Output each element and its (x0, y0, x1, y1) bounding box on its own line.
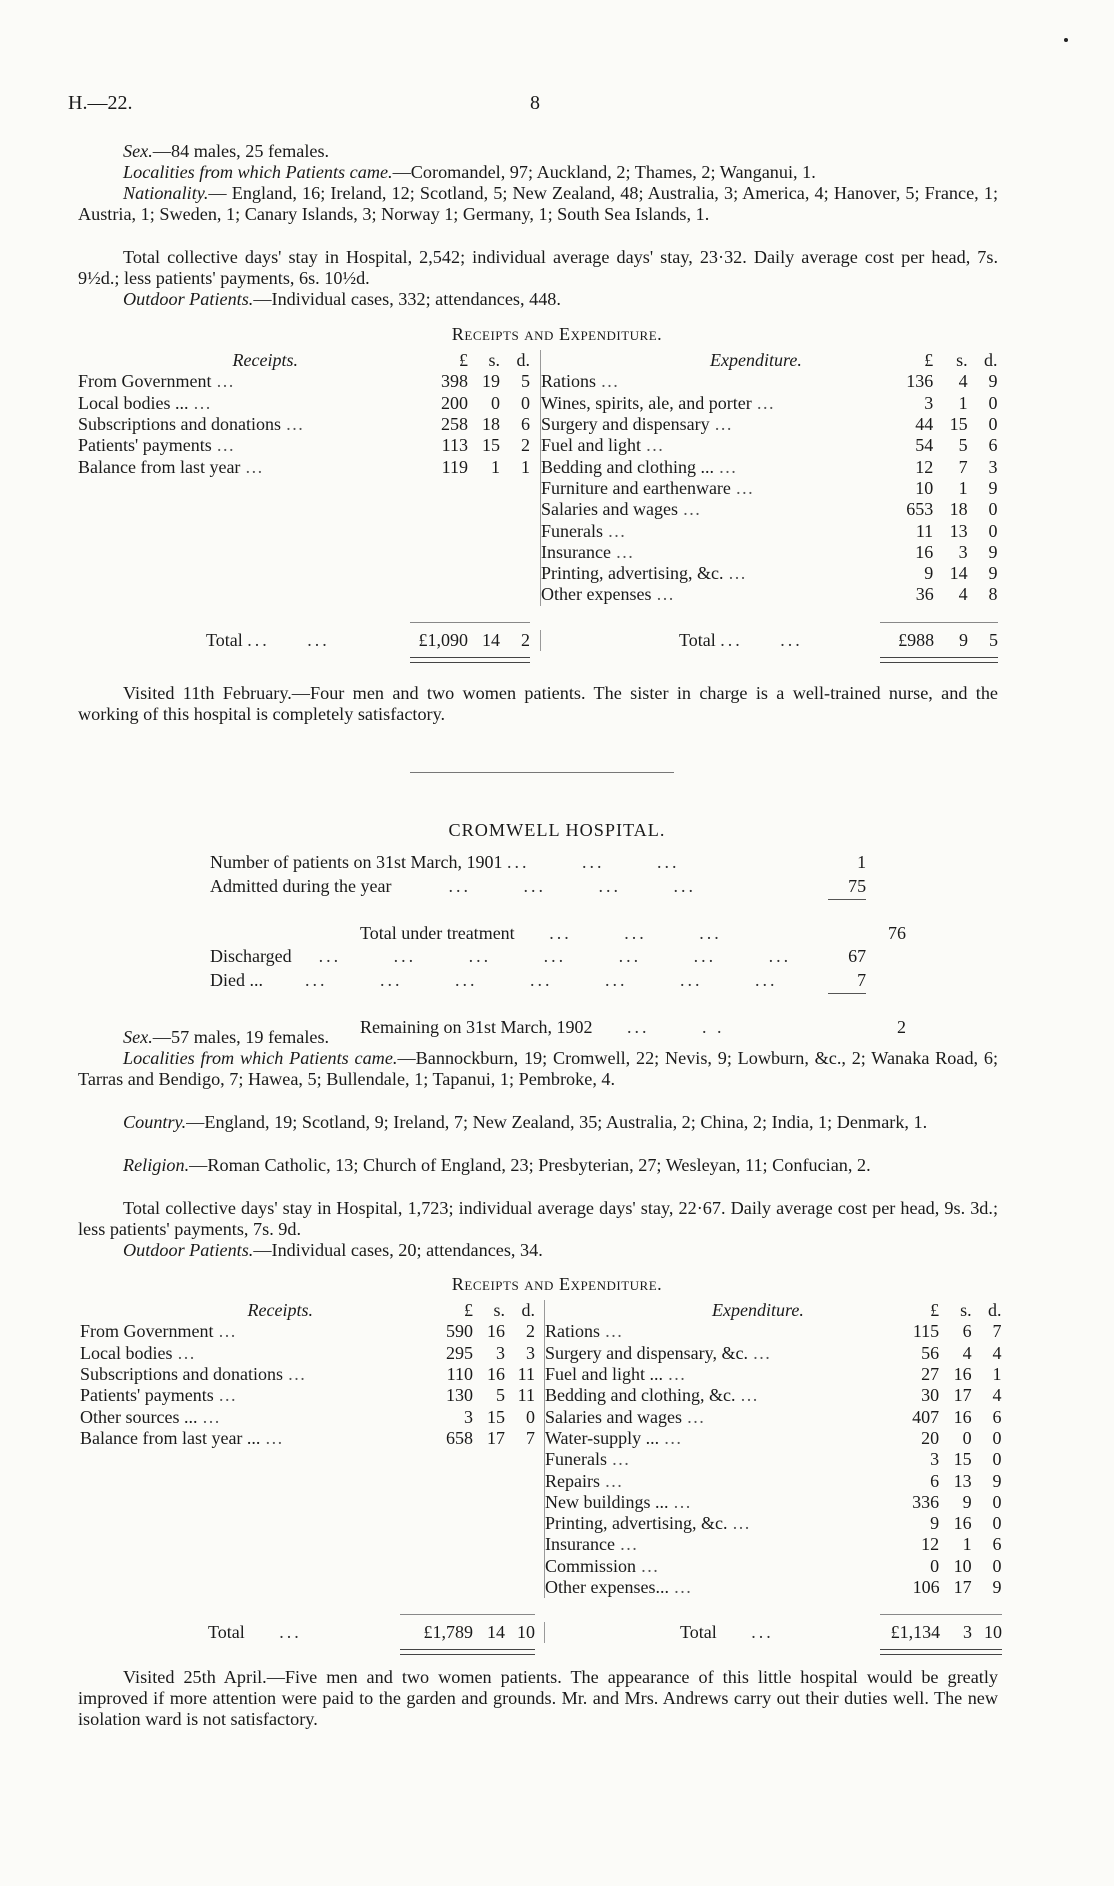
pounds-value: 3 (924, 392, 934, 413)
pounds-heading: £ (930, 1300, 940, 1321)
pence-value: 0 (992, 1491, 1002, 1512)
expenditure-total-rule (880, 622, 998, 623)
table-row (541, 456, 998, 477)
table-row (545, 1492, 1002, 1513)
pounds-value: 10 (915, 477, 934, 498)
cromwell-expenditure-total-rule (880, 1614, 1002, 1615)
table-row (80, 1364, 535, 1385)
line-item: New buildings ... … (545, 1491, 694, 1512)
line-item: Balance from last year … (78, 456, 266, 477)
shillings-heading: s. (488, 350, 500, 371)
pounds-value: 6 (930, 1470, 940, 1491)
line-item: Bedding and clothing, &c. … (545, 1385, 761, 1406)
cromwell-receipts-total-rule (400, 1614, 535, 1615)
pounds-value: 27 (921, 1364, 940, 1385)
pence-value: 0 (988, 499, 998, 520)
cromwell-outdoor-paragraph: Outdoor Patients.—Individual cases, 20; attendances, 34. (123, 1240, 543, 1260)
line-item: Local bodies … (80, 1342, 198, 1363)
pence-value: 7 (526, 1427, 535, 1448)
pence-value: 6 (988, 435, 998, 456)
speck-mark (1064, 38, 1068, 42)
pence-heading: d. (984, 350, 998, 371)
pounds-value: 658 (446, 1427, 473, 1448)
pounds-value: 113 (441, 435, 468, 456)
shillings-value: 0 (491, 392, 500, 413)
shillings-heading: s. (956, 350, 968, 371)
table-row (80, 1321, 535, 1342)
table-row (545, 1428, 1002, 1449)
receipts-table (78, 350, 530, 478)
shillings-value: 16 (487, 1364, 505, 1385)
shillings-value: 1 (958, 392, 968, 413)
table-row (545, 1343, 1002, 1364)
shillings-value: 18 (949, 499, 968, 520)
shillings-value: 16 (487, 1321, 505, 1342)
pence-value: 0 (988, 392, 998, 413)
table-row (545, 1385, 1002, 1406)
hospital-title: CROMWELL HOSPITAL. (448, 820, 666, 840)
pence-value: 8 (988, 584, 998, 605)
cromwell-country-paragraph: Country.—England, 19; Scotland, 9; Ireland, 7; New Zealand, 35; Australia, 2; China, 2; India, 1; Denmark, 1. (123, 1112, 928, 1132)
pence-value: 11 (517, 1364, 535, 1385)
table-row (78, 456, 530, 477)
shillings-value: 15 (487, 1406, 505, 1427)
pounds-value: 54 (915, 435, 934, 456)
shillings-value: 17 (953, 1385, 972, 1406)
expenditure-table (540, 350, 998, 606)
pounds-value: 295 (446, 1342, 473, 1363)
line-item: Balance from last year ... … (80, 1427, 286, 1448)
pence-value: 0 (992, 1449, 1002, 1470)
line-item: Wines, spirits, ale, and porter … (541, 392, 778, 413)
shillings-value: 3 (958, 541, 968, 562)
line-item: Printing, advertising, &c. … (541, 563, 749, 584)
stay-paragraph: Total collective days' stay in Hospital, 2,542; individual average days' stay, 23·32. Daily average cost per head, 7s. 9½d.; less patients' payments, 6s. 10½d. (78, 247, 998, 288)
column-heading: Receipts. (232, 350, 298, 371)
page-reference: H.—22. (68, 92, 133, 114)
cromwell-receipts-expenditure-title: Receipts and Expenditure. (451, 1274, 663, 1294)
pence-value: 9 (988, 541, 998, 562)
table-header-row (80, 1300, 535, 1321)
receipts-double-rule (410, 657, 530, 663)
table-row (541, 435, 998, 456)
shillings-value: 5 (496, 1385, 505, 1406)
line-item: Insurance … (541, 541, 637, 562)
shillings-value: 5 (958, 435, 968, 456)
pence-value: 3 (526, 1342, 535, 1363)
table-header-row (78, 350, 530, 371)
shillings-value: 14 (949, 563, 968, 584)
cromwell-stay-paragraph: Total collective days' stay in Hospital, 1,723; individual average days' stay, 22·67. Daily average cost per head, 9s. 3d.; less patients' payments, 7s. 9d. (78, 1198, 998, 1239)
shillings-value: 18 (482, 414, 500, 435)
line-item: Rations … (541, 371, 622, 392)
shillings-value: 17 (487, 1427, 505, 1448)
pence-value: 0 (988, 414, 998, 435)
pounds-value: 336 (912, 1491, 940, 1512)
shillings-value: 19 (482, 371, 500, 392)
pounds-value: 136 (906, 371, 934, 392)
table-row (541, 584, 998, 605)
pence-heading: d. (988, 1300, 1002, 1321)
pounds-value: 258 (441, 414, 468, 435)
pence-heading: d. (521, 1300, 535, 1321)
shillings-value: 13 (949, 520, 968, 541)
table-row (545, 1364, 1002, 1385)
line-item: Salaries and wages … (541, 499, 704, 520)
line-item: Surgery and dispensary … (541, 414, 736, 435)
line-item: Other expenses... … (545, 1577, 695, 1597)
section-divider (410, 772, 674, 773)
pence-value: 9 (992, 1470, 1002, 1491)
pounds-value: 30 (921, 1385, 940, 1406)
table-row (545, 1406, 1002, 1427)
shillings-heading: s. (493, 1300, 505, 1321)
pence-value: 6 (521, 414, 530, 435)
table-header-row (541, 350, 998, 371)
shillings-value: 10 (953, 1555, 972, 1576)
line-item: Surgery and dispensary, &c. … (545, 1342, 774, 1363)
shillings-value: 9 (962, 1491, 972, 1512)
shillings-value: 1 (491, 456, 500, 477)
localities-paragraph: Localities from which Patients came.—Coromandel, 97; Auckland, 2; Thames, 2; Wanganui, 1. (123, 162, 816, 182)
visit-paragraph: Visited 11th February.—Four men and two women patients. The sister in charge is a well-trained nurse, and the working of this hospital is completely satisfactory. (78, 683, 998, 724)
line-item: Bedding and clothing ... … (541, 456, 740, 477)
table-row (545, 1556, 1002, 1577)
pence-heading: d. (516, 350, 530, 371)
table-row (80, 1385, 535, 1406)
table-row (545, 1321, 1002, 1342)
shillings-value: 17 (953, 1577, 972, 1597)
column-heading: Expenditure. (712, 1300, 804, 1321)
column-heading: Expenditure. (710, 350, 802, 371)
pounds-value: 590 (446, 1321, 473, 1342)
shillings-value: 15 (482, 435, 500, 456)
table-row (545, 1534, 1002, 1555)
table-row (545, 1470, 1002, 1491)
shillings-value: 3 (496, 1342, 505, 1363)
pence-value: 6 (992, 1534, 1002, 1555)
outdoor-paragraph: Outdoor Patients.—Individual cases, 332; attendances, 448. (123, 289, 561, 309)
pence-value: 4 (992, 1385, 1002, 1406)
cromwell-receipts-total-row: Total ... £1,789 14 10 (208, 1622, 535, 1643)
pounds-value: 44 (915, 414, 934, 435)
line-item: Other sources ... … (80, 1406, 223, 1427)
line-item: Subscriptions and donations … (78, 414, 307, 435)
shillings-heading: s. (960, 1300, 972, 1321)
line-item: Fuel and light … (541, 435, 667, 456)
line-item: Patients' payments … (78, 435, 238, 456)
table-row (80, 1428, 535, 1449)
line-item: Subscriptions and donations … (80, 1364, 309, 1385)
pounds-value: 12 (921, 1534, 940, 1555)
cromwell-localities-paragraph: Localities from which Patients came.—Bannockburn, 19; Cromwell, 22; Nevis, 9; Lowburn, &c., 2; Wanaka Road, 6; Tarras and Bendigo, 7; Hawea, 5; Bullendale, 1; Tapanui, 1; Pembroke, 4. (78, 1048, 998, 1089)
cromwell-expenditure-total-row: Total ... £1,134 3 10 (544, 1622, 1002, 1643)
shillings-value: 16 (953, 1406, 972, 1427)
cromwell-receipts-double-rule (400, 1649, 535, 1655)
pence-value: 0 (992, 1427, 1002, 1448)
pounds-value: 56 (921, 1342, 940, 1363)
line-item: Fuel and light ... … (545, 1364, 689, 1385)
pence-value: 9 (988, 477, 998, 498)
pounds-value: 20 (921, 1427, 940, 1448)
line-item: Insurance … (545, 1534, 641, 1555)
table-row (541, 478, 998, 499)
sex-paragraph: Sex.—84 males, 25 females. (123, 141, 330, 161)
table-row (541, 563, 998, 584)
line-item: Funerals … (545, 1449, 633, 1470)
line-item: Printing, advertising, &c. … (545, 1513, 753, 1534)
pence-value: 0 (992, 1555, 1002, 1576)
receipts-total-row: Total ... ... £1,090 14 2 (206, 630, 530, 651)
pounds-value: 130 (446, 1385, 473, 1406)
shillings-value: 15 (949, 414, 968, 435)
pounds-value: 110 (446, 1364, 473, 1385)
pounds-value: 106 (912, 1577, 940, 1597)
pence-value: 0 (992, 1513, 1002, 1534)
table-row (78, 393, 530, 414)
pounds-value: 407 (912, 1406, 940, 1427)
table-row (80, 1343, 535, 1364)
line-item: Patients' payments … (80, 1385, 240, 1406)
table-row (541, 414, 998, 435)
line-item: From Government … (78, 371, 237, 392)
cromwell-expenditure-double-rule (880, 1649, 1002, 1655)
pounds-value: 119 (441, 456, 468, 477)
line-item: Salaries and wages … (545, 1406, 708, 1427)
pounds-heading: £ (459, 350, 468, 371)
line-item: Funerals … (541, 520, 629, 541)
pence-value: 1 (992, 1364, 1002, 1385)
expenditure-total-row: Total ... ... £988 9 5 (540, 630, 998, 651)
table-row (545, 1513, 1002, 1534)
pounds-value: 0 (930, 1555, 940, 1576)
table-header-row (545, 1300, 1002, 1321)
table-row (541, 393, 998, 414)
pounds-value: 11 (915, 520, 934, 541)
expenditure-double-rule (880, 657, 998, 663)
table-row (541, 520, 998, 541)
shillings-value: 1 (958, 477, 968, 498)
pence-value: 2 (521, 435, 530, 456)
pounds-value: 653 (906, 499, 934, 520)
pence-value: 1 (521, 456, 530, 477)
line-item: Furniture and earthenware … (541, 477, 757, 498)
pence-value: 9 (988, 371, 998, 392)
pounds-value: 398 (441, 371, 468, 392)
shillings-value: 7 (958, 456, 968, 477)
page-number: 8 (530, 92, 540, 114)
table-row (545, 1449, 1002, 1470)
cromwell-receipts-table (80, 1300, 535, 1449)
cromwell-visit-paragraph: Visited 25th April.—Five men and two women patients. The appearance of this little hospital would be greatly improved if more attention were paid to the garden and grounds. Mr. and Mrs. Andrews carry out their duties well. The new isolation ward is not satisfactory. (78, 1667, 998, 1729)
pence-value: 7 (992, 1321, 1002, 1342)
pounds-heading: £ (924, 350, 934, 371)
pounds-value: 3 (930, 1449, 940, 1470)
shillings-value: 16 (953, 1364, 972, 1385)
shillings-value: 4 (962, 1342, 972, 1363)
table-row (78, 371, 530, 392)
pence-value: 0 (521, 392, 530, 413)
line-item: Water-supply ... … (545, 1427, 685, 1448)
receipts-expenditure-title: Receipts and Expenditure. (451, 324, 663, 344)
table-row (78, 414, 530, 435)
shillings-value: 13 (953, 1470, 972, 1491)
shillings-value: 0 (962, 1427, 972, 1448)
cromwell-religion-paragraph: Religion.—Roman Catholic, 13; Church of England, 23; Presbyterian, 27; Wesleyan, 11; Confucian, 2. (123, 1155, 871, 1175)
pounds-heading: £ (464, 1300, 473, 1321)
pounds-value: 115 (912, 1321, 940, 1342)
line-item: Other expenses … (541, 584, 677, 605)
pounds-value: 9 (924, 563, 934, 584)
pence-value: 6 (992, 1406, 1002, 1427)
table-row (541, 499, 998, 520)
table-row (78, 435, 530, 456)
patient-statistics: Number of patients on 31st March, 1901 ... ... ... 1 Admitted during the year ... ... ... ... 75 Total under treatment ... ... ... 76 Discharged ... ... ... ... ... ... ... 67 Died ... ... ... ... ... ... ... ... 7 Remaining on 31st March, 1902 ... . . 2 (210, 852, 906, 1037)
pence-value: 0 (526, 1406, 535, 1427)
pounds-value: 36 (915, 584, 934, 605)
pounds-value: 3 (464, 1406, 473, 1427)
cromwell-expenditure-table (544, 1300, 1002, 1598)
pence-value: 11 (517, 1385, 535, 1406)
line-item: Repairs … (545, 1470, 626, 1491)
shillings-value: 4 (958, 584, 968, 605)
pence-value: 3 (988, 456, 998, 477)
shillings-value: 4 (958, 371, 968, 392)
pounds-value: 12 (915, 456, 934, 477)
cromwell-sex-paragraph: Sex.—57 males, 19 females. (123, 1027, 330, 1047)
pence-value: 9 (988, 563, 998, 584)
table-row (80, 1406, 535, 1427)
pence-value: 5 (521, 371, 530, 392)
shillings-value: 15 (953, 1449, 972, 1470)
line-item: Rations … (545, 1321, 626, 1342)
pence-value: 2 (526, 1321, 535, 1342)
line-item: From Government … (80, 1321, 239, 1342)
table-row (541, 371, 998, 392)
pence-value: 0 (988, 520, 998, 541)
shillings-value: 6 (962, 1321, 972, 1342)
receipts-total-rule (410, 622, 530, 623)
pence-value: 4 (992, 1342, 1002, 1363)
pounds-value: 200 (441, 392, 468, 413)
shillings-value: 16 (953, 1513, 972, 1534)
table-row (545, 1577, 1002, 1598)
pence-value: 9 (992, 1577, 1002, 1597)
shillings-value: 1 (962, 1534, 972, 1555)
pounds-value: 16 (915, 541, 934, 562)
column-heading: Receipts. (247, 1300, 313, 1321)
nationality-paragraph: Nationality.— England, 16; Ireland, 12; Scotland, 5; New Zealand, 48; Australia, 3; America, 4; Hanover, 5; France, 1; Austria, 1; Sweden, 1; Canary Islands, 3; Norway 1; Germany, 1; South Sea Islands, 1. (78, 183, 998, 224)
line-item: Commission … (545, 1555, 662, 1576)
pounds-value: 9 (930, 1513, 940, 1534)
line-item: Local bodies ... … (78, 392, 214, 413)
table-row (541, 542, 998, 563)
